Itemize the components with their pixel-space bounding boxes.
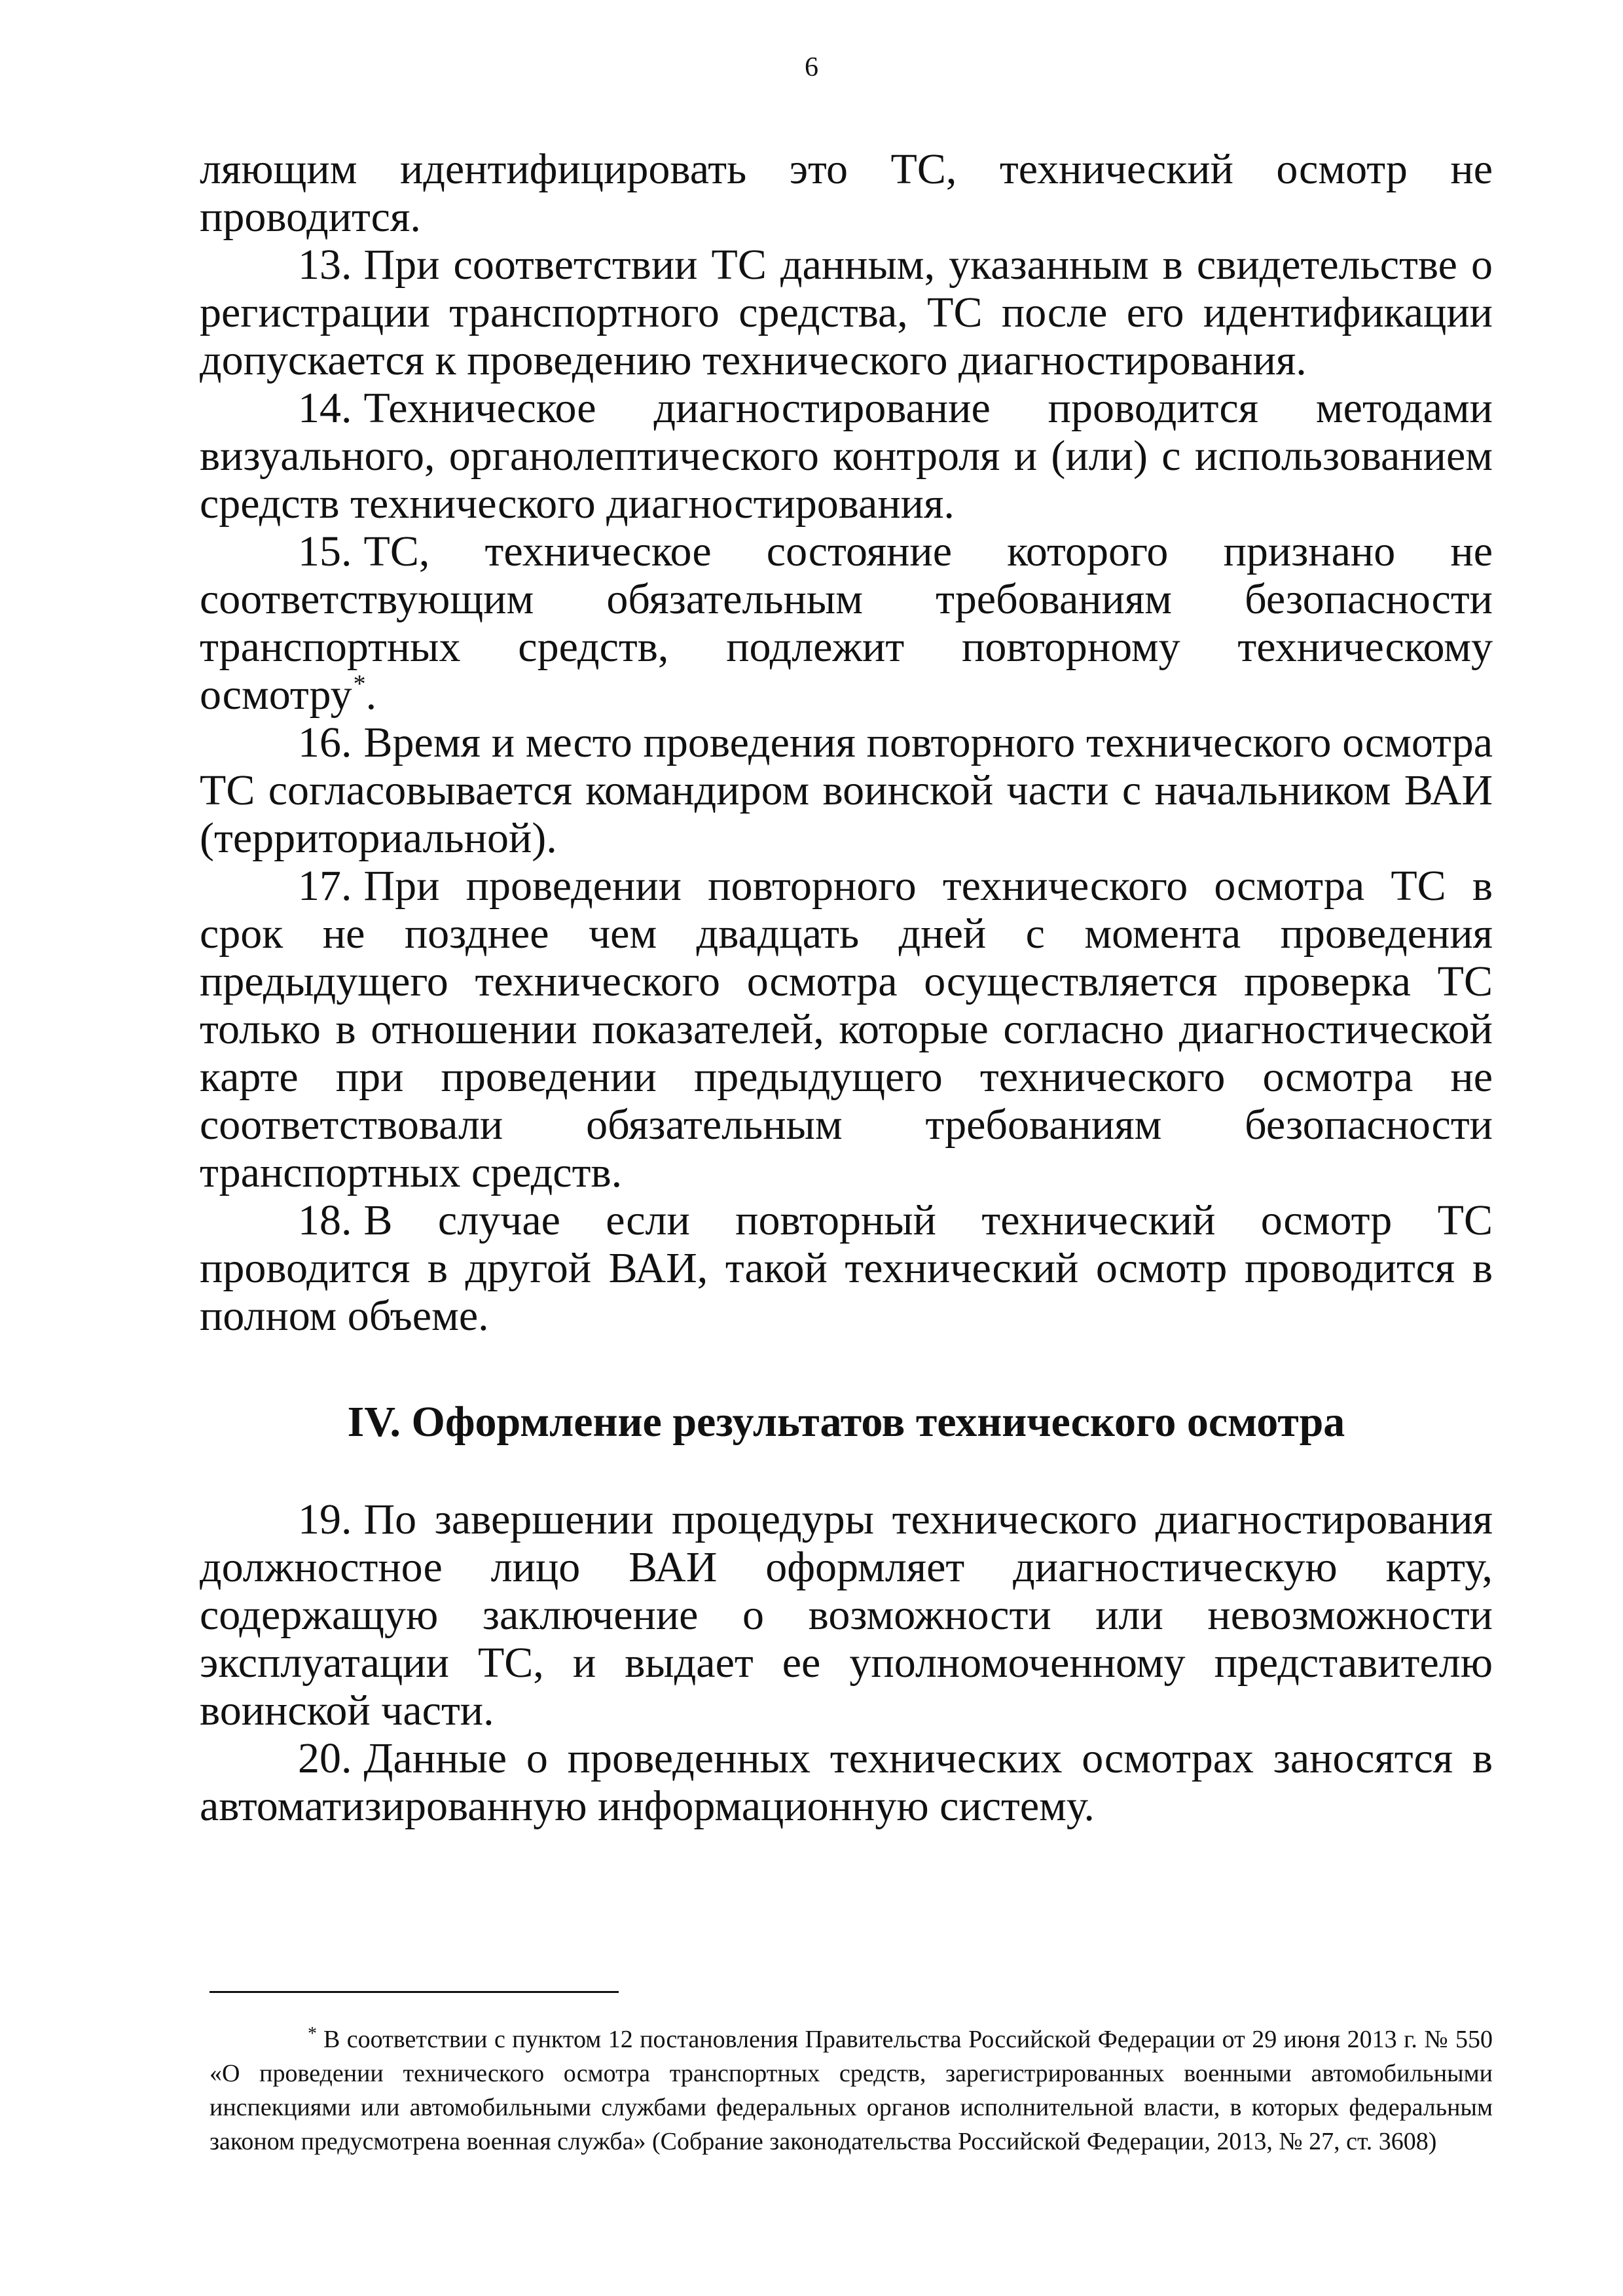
footnote [210, 2022, 1493, 2159]
paragraph-number: 18. [298, 1196, 352, 1244]
paragraph-number: 19. [298, 1496, 352, 1543]
paragraph-18 [200, 1196, 1493, 1340]
paragraph-20 [200, 1734, 1493, 1830]
section-heading: IV. Оформление результатов технического осмотра [347, 1398, 1345, 1446]
paragraph-text: В случае если повторный технический осмотр ТС проводится в другой ВАИ, такой технический осмотр проводится в полном объеме. [200, 1196, 1493, 1340]
paragraph-continuation [200, 145, 1493, 241]
paragraph-19 [200, 1496, 1493, 1734]
paragraph-text: По завершении процедуры технического диагностирования должностное лицо ВАИ оформляет диагностическую карту, содержащую заключение о возможности или невозможности эксплуатации ТС, и выдает ее уполномоченному представителю воинской части. [200, 1496, 1493, 1734]
paragraph-text: Данные о проведенных технических осмотрах заносятся в автоматизированную информационную систему. [200, 1734, 1493, 1830]
paragraph-number: 17. [298, 862, 352, 910]
paragraph-text: ТС, техническое состояние которого признано не соответствующим обязательным требованиям безопасности транспортных средств, подлежит повторному техническому осмотру [200, 528, 1493, 719]
document-body [200, 145, 1493, 1830]
paragraph-text: Техническое диагностирование проводится методами визуального, органолептического контроля и (или) с использованием средств технического диагностирования. [200, 384, 1493, 528]
footnote-mark: * [308, 2024, 317, 2044]
paragraph-text: Время и место проведения повторного технического осмотра ТС согласовывается командиром воинской части с начальником ВАИ (территориальной). [200, 719, 1493, 862]
paragraph-number: 20. [298, 1734, 352, 1782]
paragraph-13 [200, 241, 1493, 384]
footnote-reference[interactable]: * [353, 670, 366, 698]
paragraph-number: 13. [298, 241, 352, 289]
footnote-text: В соответствии с пунктом 12 постановления Правительства Российской Федерации от 29 июня 2013 г. № 550 «О проведении технического осмотра транспортных средств, зарегистрированных военными автомобильными инспекциями или автомобильными службами федеральных органов исполнительной власти, в которых федеральным законом предусмотрена военная служба» (Собрание законодательства Российской Федерации, 2013, № 27, ст. 3608) [210, 2026, 1493, 2155]
paragraph-number: 16. [298, 719, 352, 766]
paragraph-text: ляющим идентифицировать это ТС, технический осмотр не проводится. [200, 145, 1493, 241]
paragraph-text: При проведении повторного технического осмотра ТС в срок не позднее чем двадцать дней с момента проведения предыдущего технического осмотра осуществляется проверка ТС только в отношении показателей, которые согласно диагностической карте при проведении предыдущего технического осмотра не соответствовали обязательным требованиям безопасности транспортных средств. [200, 862, 1493, 1196]
paragraph-15 [200, 528, 1493, 719]
footnote-divider [210, 1991, 619, 1993]
paragraph-17 [200, 862, 1493, 1196]
paragraph-16 [200, 719, 1493, 862]
page-number: 6 [805, 52, 818, 82]
paragraph-number: 15. [298, 528, 352, 575]
paragraph-text: При соответствии ТС данным, указанным в свидетельстве о регистрации транспортного средства, ТС после его идентификации допускается к проведению технического диагностирования. [200, 241, 1493, 384]
paragraph-14 [200, 384, 1493, 528]
paragraph-tail: . [365, 671, 377, 719]
paragraph-number: 14. [298, 384, 352, 432]
